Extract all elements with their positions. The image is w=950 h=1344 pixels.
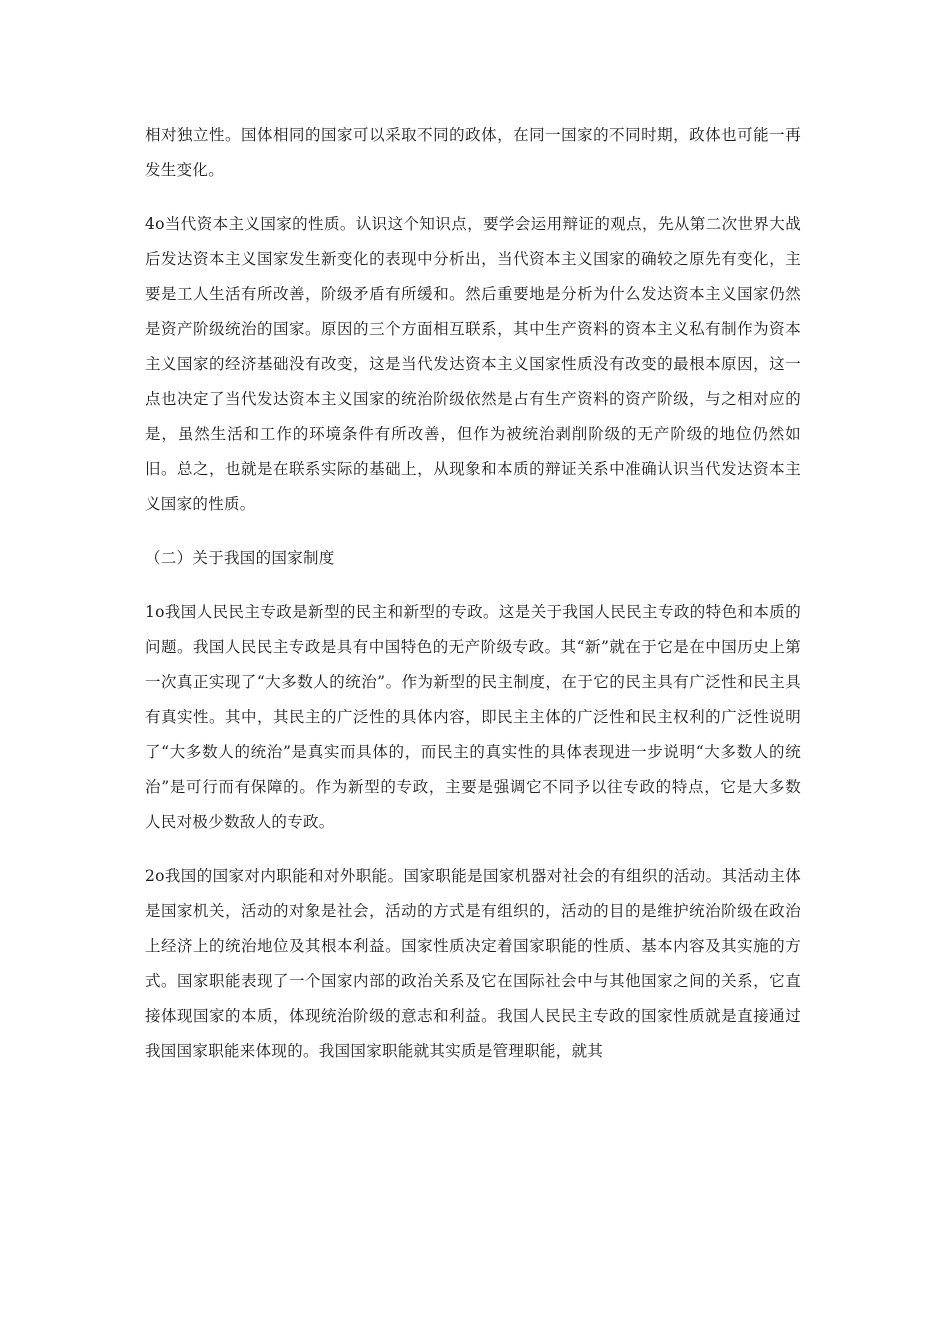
paragraph-state-functions: 2o我国的国家对内职能和对外职能。国家职能是国家机器对社会的有组织的活动。其活动主体是国家机关，活动的对象是社会，活动的方式是有组织的，活动的目的是维护统治阶级在政治上经济上的统治地位及其根本利益。国家性质决定着国家职能的性质、基本内容及其实施的方式。国家职能表现了一个国家内部的政治关系及它在国际社会中与其他国家之间的关系，它直接体现国家的本质，体现统治阶级的意志和利益。我国人民民主专政的国家性质就是直接通过我国国家职能来体现的。我国国家职能就其实质是管理职能，就其	[145, 867, 801, 1060]
paragraph-capitalist-state-nature: 4o当代资本主义国家的性质。认识这个知识点，要学会运用辩证的观点，先从第二次世界大战后发达资本主义国家发生新变化的表现中分析出，当代资本主义国家的确较之原先有变化，主要是工人生活有所改善，阶级矛盾有所缓和。然后重要地是分析为什么发达资本主义国家仍然是资产阶级统治的国家。原因的三个方面相互联系，其中生产资料的资本主义私有制作为资本主义国家的经济基础没有改变，这是当代发达资本主义国家性质没有改变的最根本原因，这一点也决定了当代发达资本主义国家的统治阶级依然是占有生产资料的资产阶级，与之相对应的是，虽然生活和工作的环境条件有所改善，但作为被统治剥削阶级的无产阶级的地位仍然如旧。总之，也就是在联系实际的基础上，从现象和本质的辩证关系中准确认识当代发达资本主义国家的性质。	[145, 215, 801, 513]
paragraph-continuation: 相对独立性。国体相同的国家可以采取不同的政体，在同一国家的不同时期，政体也可能一再发生变化。	[145, 126, 801, 179]
paragraph-peoples-democratic-dictatorship: 1o我国人民民主专政是新型的民主和新型的专政。这是关于我国人民民主专政的特色和本质的问题。我国人民民主专政是具有中国特色的无产阶级专政。其“新”就在于它是在中国历史上第一次真正实现了“大多数人的统治”。作为新型的民主制度，在于它的民主具有广泛性和民主具有真实性。其中，其民主的广泛性的具体内容，即民主主体的广泛性和民主权利的广泛性说明了“大多数人的统治”是真实而具体的，而民主的真实性的具体表现进一步说明“大多数人的统治”是可行而有保障的。作为新型的专政，主要是强调它不同予以往专政的特点，它是大多数人民对极少数敌人的专政。	[145, 603, 801, 831]
section-heading: （二）关于我国的国家制度	[145, 549, 335, 567]
document-page	[145, 118, 801, 1088]
